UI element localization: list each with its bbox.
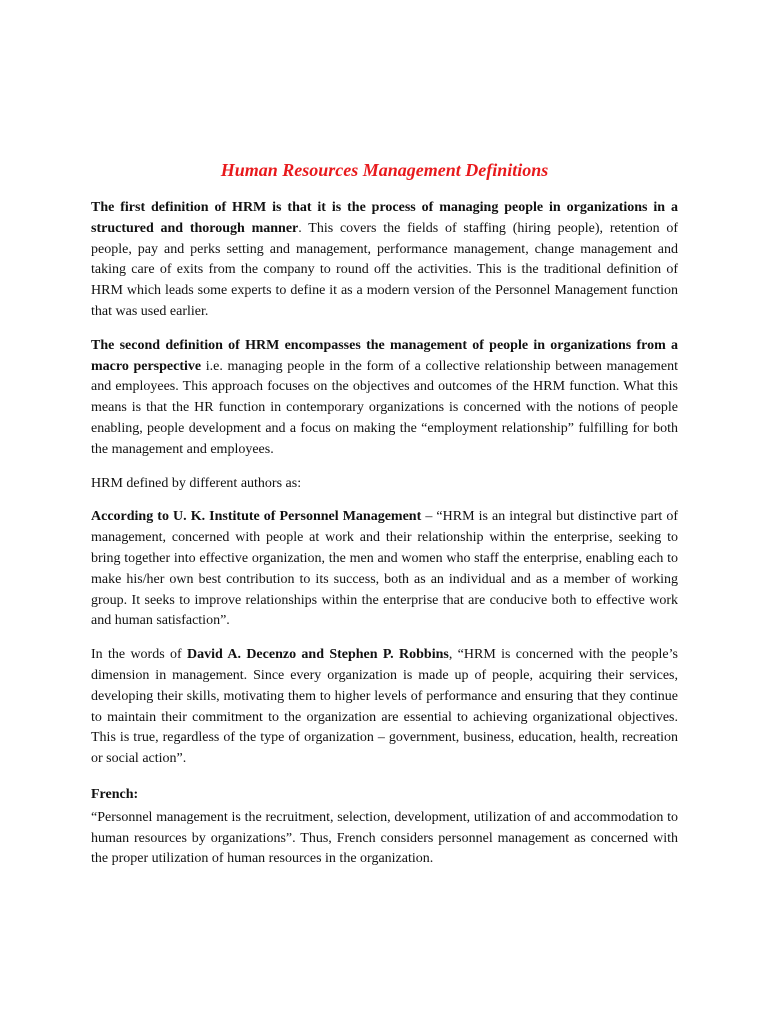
bold-lead: According to U. K. Institute of Personnel Management — [91, 509, 422, 525]
paragraph-text: , “HRM is concerned with the people’s dimension in management. Since every organization is made up of people, acquiring their services, developing their skills, motivating them to higher levels of performance and ensuring that they continue to maintain their commitment to the organization are essential to achieving organizational objectives. This is true, regardless of the type of organization – government, business, education, health, recreation or social action”. — [91, 647, 678, 767]
paragraph-uk-institute — [91, 507, 678, 632]
bold-lead: The second definition of HRM encompasses the management of people in organizations from a macro perspective — [91, 337, 678, 374]
paragraph-authors-intro: HRM defined by different authors as: — [91, 475, 302, 491]
paragraph-text: i.e. managing people in the form of a collective relationship between management and employees. This approach focuses on the objectives and outcomes of the HRM function. What this means is that the HR function in contemporary organizations is concerned with the notions of people enabling, people development and a focus on making the “employment relationship” fulfilling for both the management and employees. — [91, 358, 678, 457]
bold-lead: The first definition of HRM is that it is the process of managing people in organizations in a structured and thorough manner — [91, 200, 678, 236]
paragraph-second-definition — [91, 336, 678, 461]
paragraph-text: – “HRM is an integral but distinctive part of management, concerned with people at work and their relationship within the enterprise, seeking to bring together into effective organization, the men and women who staff the enterprise, enabling each to make his/her own best contribution to its success, both as an individual and as a member of working group. It seeks to improve relationships within the enterprise that are conducive both to effective work and human satisfaction”. — [91, 509, 678, 629]
french-heading: French: — [91, 786, 139, 802]
paragraph-text: . This covers the fields of staffing (hiring people), retention of people, pay and perks setting and management, performance management, change management and taking care of exits from the company to round off the activities. This is the traditional definition of HRM which leads some experts to define it as a modern version of the Personnel Management function that was used earlier. — [91, 220, 679, 319]
paragraph-french: “Personnel management is the recruitment, selection, development, utilization of and accommodation to human resources by organizations”. Thus, French considers personnel management as concerned with the proper utilization of human resources in the organization. — [91, 809, 678, 867]
bold-authors: David A. Decenzo and Stephen P. Robbins — [187, 647, 449, 663]
paragraph-first-definition — [91, 198, 678, 323]
page-title: Human Resources Management Definitions — [220, 160, 549, 180]
paragraph-lead: In the words of — [91, 647, 188, 663]
paragraph-decenzo-robbins — [91, 645, 678, 770]
